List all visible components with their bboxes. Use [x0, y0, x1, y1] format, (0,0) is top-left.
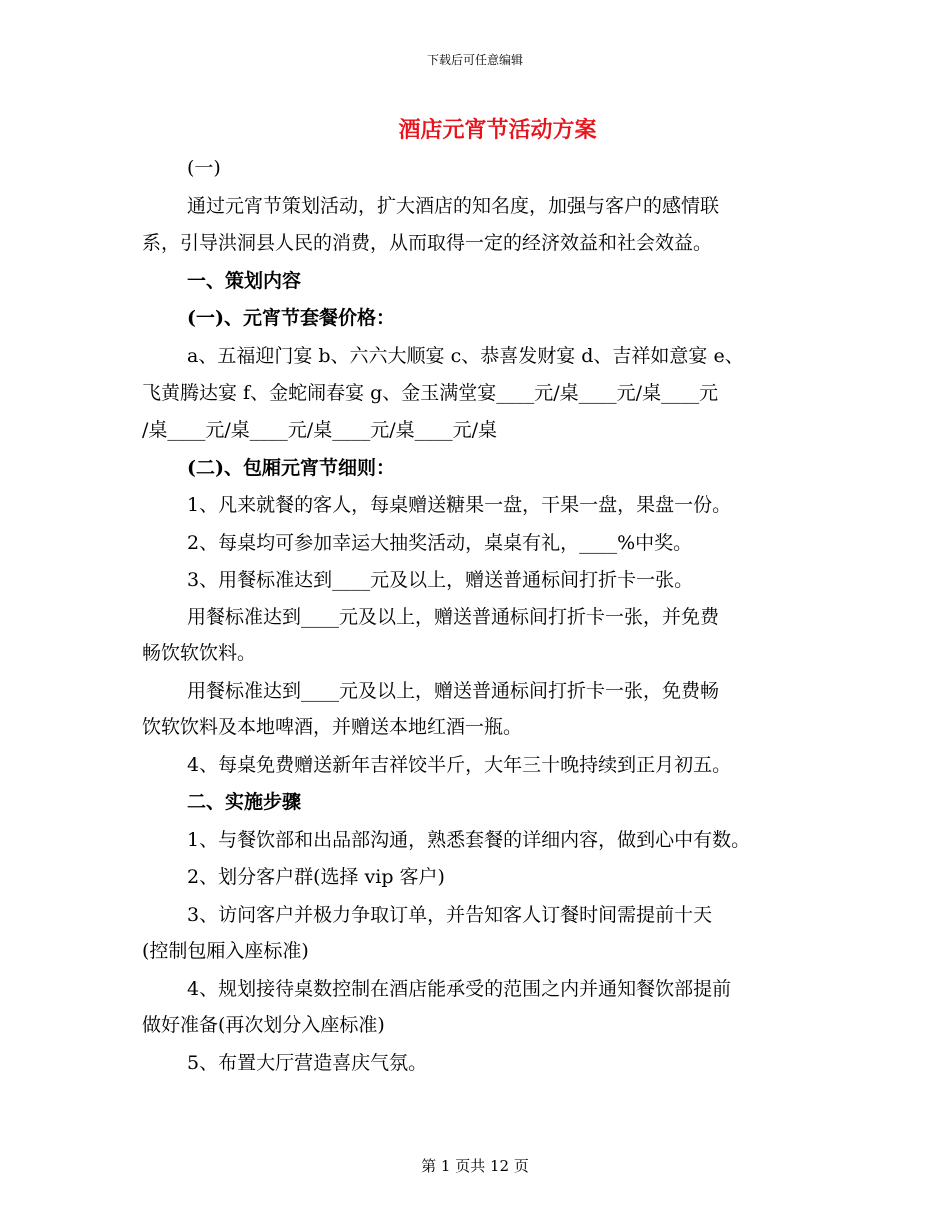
paragraph-line: 飞黄腾达宴 f、金蛇闹春宴 g、金玉满堂宴____元/桌____元/桌____元	[142, 382, 719, 404]
list-item: 1、凡来就餐的客人，每桌赠送糖果一盘，干果一盘，果盘一份。	[187, 494, 732, 516]
page-header-note: 下载后可任意编辑	[426, 53, 523, 67]
paragraph-line: 系，引导洪洞县人民的消费，从而取得一定的经济效益和社会效益。	[142, 232, 713, 254]
paragraph-line: 做好准备(再次划分入座标准)	[142, 1014, 385, 1036]
section-heading: 二、实施步骤	[187, 791, 302, 813]
page-footer: 第 1 页共 12 页	[421, 1157, 529, 1175]
list-item: 3、用餐标准达到____元及以上，赠送普通标间打折卡一张。	[187, 569, 694, 591]
paragraph-line: 饮软饮料及本地啤酒，并赠送本地红酒一瓶。	[142, 716, 523, 738]
list-item: 2、划分客户群(选择 vip 客户)	[187, 866, 445, 888]
subsection-heading: (二)、包厢元宵节细则：	[187, 457, 395, 479]
list-item: 4、每桌免费赠送新年吉祥饺半斤，大年三十晚持续到正月初五。	[187, 754, 732, 776]
list-item: 1、与餐饮部和出品部沟通，熟悉套餐的详细内容，做到心中有数。	[187, 829, 751, 851]
section-marker-one: (一)	[187, 157, 221, 179]
section-heading: 一、策划内容	[187, 270, 302, 292]
document-title: 酒店元宵节活动方案	[398, 117, 597, 143]
paragraph-line: /桌____元/桌____元/桌____元/桌____元/桌	[142, 419, 498, 441]
list-item: 2、每桌均可参加幸运大抽奖活动，桌桌有礼，____%中奖。	[187, 532, 693, 554]
list-item: 3、访问客户并极力争取订单，并告知客人订餐时间需提前十天	[187, 904, 713, 926]
paragraph-line: 用餐标准达到____元及以上，赠送普通标间打折卡一张，免费畅	[187, 680, 720, 702]
paragraph-line: 畅饮软饮料。	[142, 642, 257, 664]
paragraph-line: 通过元宵节策划活动，扩大酒店的知名度，加强与客户的感情联	[187, 195, 720, 217]
list-item: 4、规划接待桌数控制在酒店能承受的范围之内并通知餐饮部提前	[187, 978, 732, 1000]
paragraph-line: a、五福迎门宴 b、六六大顺宴 c、恭喜发财宴 d、吉祥如意宴 e、	[187, 345, 744, 367]
subsection-heading: (一)、元宵节套餐价格：	[187, 307, 395, 329]
paragraph-line: 用餐标准达到____元及以上，赠送普通标间打折卡一张，并免费	[187, 606, 720, 628]
list-item: 5、布置大厅营造喜庆气氛。	[187, 1052, 428, 1074]
paragraph-line: (控制包厢入座标准)	[142, 940, 309, 962]
